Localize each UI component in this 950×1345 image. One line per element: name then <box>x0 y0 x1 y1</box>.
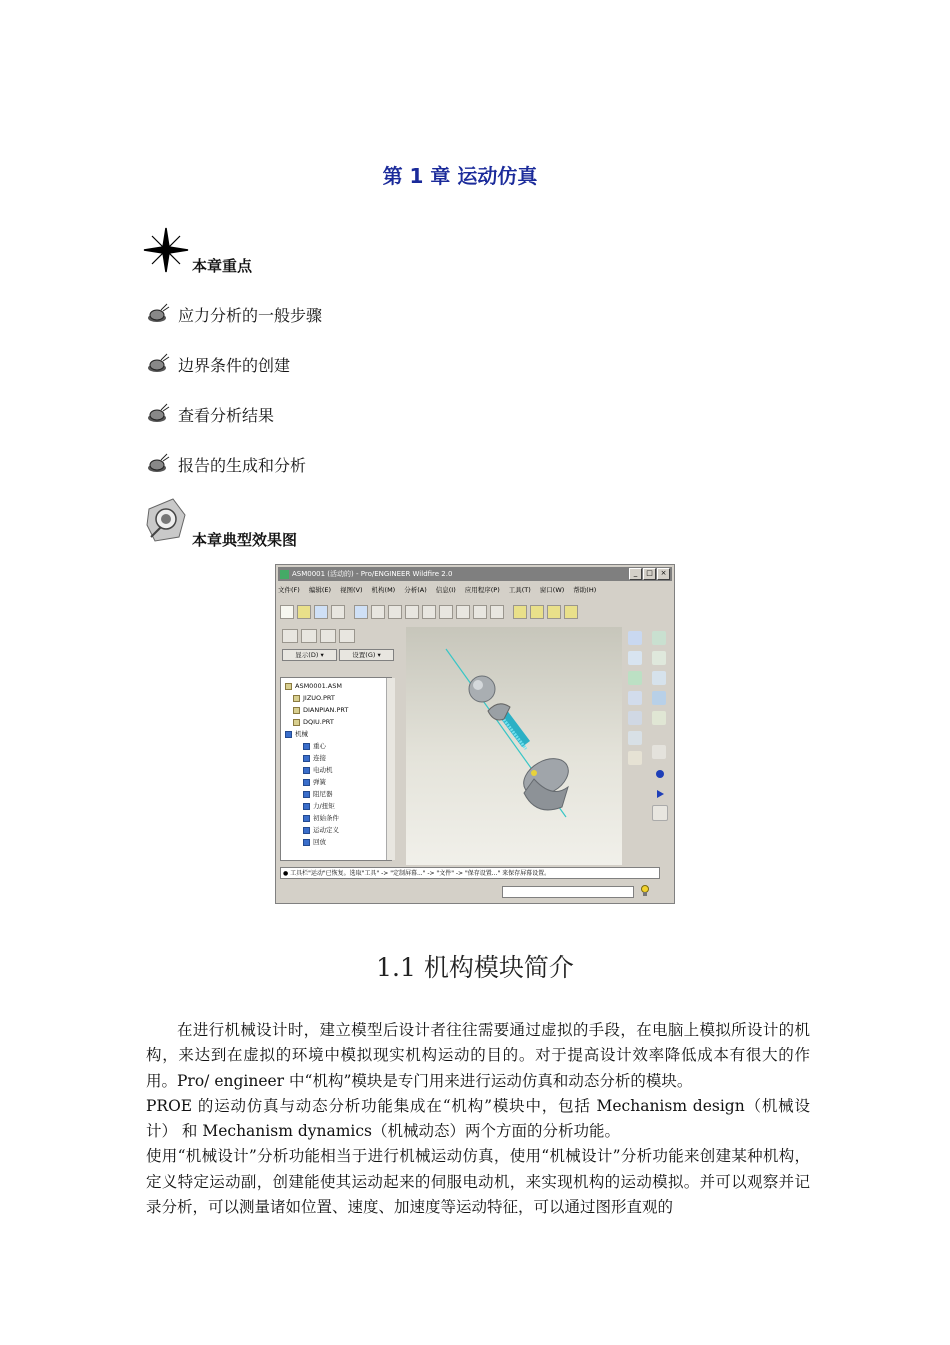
maximize-button[interactable]: □ <box>643 568 656 580</box>
menu-help[interactable]: 帮助(H) <box>573 585 597 594</box>
tree-item[interactable]: 机械 <box>285 728 308 740</box>
tree-item[interactable]: 连接 <box>303 752 326 764</box>
force-tool-icon[interactable] <box>628 711 642 725</box>
zoom-out-icon[interactable] <box>422 605 436 619</box>
drag-hand-icon[interactable] <box>652 745 666 759</box>
status-bar <box>280 883 672 899</box>
minimize-button[interactable]: _ <box>629 568 642 580</box>
initial-condition-tool-icon[interactable] <box>628 731 642 745</box>
tree-item[interactable]: 重心 <box>303 740 326 752</box>
gravity-tool-icon[interactable] <box>628 631 642 645</box>
focus-heading: 本章重点 <box>192 257 253 275</box>
orient-mode-icon[interactable] <box>388 605 402 619</box>
key-point-text: 应力分析的一般步骤 <box>178 305 323 325</box>
dish-bullet-icon <box>146 303 170 325</box>
damper-tool-icon[interactable] <box>628 691 642 705</box>
window-title: ASM0001 (活动的) - Pro/ENGINEER Wildfire 2.0 <box>292 570 453 578</box>
main-toolbar <box>280 603 670 621</box>
print-icon[interactable] <box>331 605 345 619</box>
menu-file[interactable]: 文件(F) <box>278 585 300 594</box>
key-point-item <box>146 302 322 326</box>
tree-item[interactable]: 力/扭矩 <box>303 800 335 812</box>
datum-axes-icon[interactable] <box>530 605 544 619</box>
key-point-text: 报告的生成和分析 <box>178 455 307 475</box>
repaint-icon[interactable] <box>354 605 368 619</box>
folder-tab-icon[interactable] <box>301 629 317 643</box>
chapter-title: 第 1 章 运动仿真 <box>382 164 538 188</box>
menu-applications[interactable]: 应用程序(P) <box>464 585 500 594</box>
compass-star-icon <box>142 226 190 274</box>
tree-item[interactable]: 电动机 <box>303 764 333 776</box>
body-text <box>146 1018 810 1220</box>
tree-item[interactable]: DQIU.PRT <box>293 716 334 728</box>
open-file-icon[interactable] <box>297 605 311 619</box>
damper-icon <box>303 791 310 798</box>
zoom-in-icon[interactable] <box>405 605 419 619</box>
tree-item[interactable]: ASM0001.ASM <box>285 680 342 692</box>
force-torque-icon <box>303 803 310 810</box>
part-icon <box>293 695 300 702</box>
model-tree <box>280 677 392 861</box>
datum-planes-icon[interactable] <box>513 605 527 619</box>
key-point-item <box>146 402 274 426</box>
menu-view[interactable]: 视图(V) <box>340 585 363 594</box>
effect-camera-icon <box>143 497 189 543</box>
connections-icon <box>303 755 310 762</box>
filter-combo[interactable] <box>502 886 634 898</box>
menu-edit[interactable]: 编辑(E) <box>308 585 331 594</box>
menu-window[interactable]: 窗口(W) <box>539 585 565 594</box>
cam-icon[interactable] <box>628 651 642 665</box>
menu-analysis[interactable]: 分析(A) <box>404 585 427 594</box>
joint-axis-icon[interactable] <box>652 631 666 645</box>
menu-mechanism[interactable]: 机构(M) <box>371 585 396 594</box>
tree-item[interactable]: JIZUO.PRT <box>293 692 335 704</box>
save-icon[interactable] <box>314 605 328 619</box>
settings-dropdown[interactable]: 设置(G) ▾ <box>339 649 394 661</box>
effect-heading: 本章典型效果图 <box>192 531 298 549</box>
menu-bar <box>278 583 672 595</box>
window-titlebar <box>278 567 672 581</box>
dish-bullet-icon <box>146 453 170 475</box>
message-area: ● 工具栏"运动"已恢复。选取"工具" -> "定制屏幕..." -> "文件" -> "保存设置..." 来保存屏幕设置。 <box>280 867 660 879</box>
assembly-icon <box>285 683 292 690</box>
tree-item[interactable]: 阻尼器 <box>303 788 333 800</box>
refit-icon[interactable] <box>439 605 453 619</box>
analysis-definition-icon <box>303 827 310 834</box>
key-point-text: 查看分析结果 <box>178 405 275 425</box>
favorites-tab-icon[interactable] <box>320 629 336 643</box>
3d-viewport[interactable] <box>406 627 622 865</box>
lightbulb-icon <box>640 885 650 897</box>
dish-bullet-icon <box>146 403 170 425</box>
menu-info[interactable]: 信息(I) <box>435 585 456 594</box>
proe-screenshot <box>275 564 675 904</box>
paragraph: 在进行机械设计时，建立模型后设计者往往需要通过虚拟的手段，在电脑上模拟所设计的机构，来达到在虚拟的环境中模拟现实机构运动的目的。对于提高设计效率降低成本有很大的作用。Pro/ engineer 中“机构”模块是专门用来进行运动仿真和动态分析的模块。 <box>146 1021 810 1090</box>
show-dropdown[interactable]: 显示(D) ▾ <box>282 649 337 661</box>
key-point-text: 边界条件的创建 <box>178 355 291 375</box>
key-point-item <box>146 452 306 476</box>
tree-item[interactable]: 弹簧 <box>303 776 326 788</box>
playback-icon <box>303 839 310 846</box>
mechanism-model <box>406 627 622 865</box>
tree-item[interactable]: DIANPIAN.PRT <box>293 704 348 716</box>
servo-motor-icon[interactable] <box>652 691 666 705</box>
tree-tab-icon[interactable] <box>282 629 298 643</box>
part-icon <box>293 707 300 714</box>
tree-dropdowns <box>282 649 396 661</box>
motor-tool-icon[interactable] <box>652 711 666 725</box>
section-title: 1.1 机构模块简介 <box>376 953 574 982</box>
spring-tool-icon[interactable] <box>628 671 642 685</box>
reorient-icon[interactable] <box>456 605 470 619</box>
datum-points-icon[interactable] <box>547 605 561 619</box>
close-button[interactable]: × <box>657 568 670 580</box>
new-file-icon[interactable] <box>280 605 294 619</box>
slot-icon[interactable] <box>652 651 666 665</box>
tree-item[interactable]: 运动定义 <box>303 824 339 836</box>
layers-icon[interactable] <box>490 605 504 619</box>
gear-tool-icon[interactable] <box>652 671 666 685</box>
spring-icon <box>303 779 310 786</box>
key-point-item <box>146 352 290 376</box>
spin-center-icon[interactable] <box>371 605 385 619</box>
part-icon <box>293 719 300 726</box>
dish-bullet-icon <box>146 353 170 375</box>
paragraph: PROE 的运动仿真与动态分析功能集成在“机构”模块中，包括 Mechanism design（机械设计） 和 Mechanism dynamics（机械动态）两个方面的分析功能。 <box>146 1096 810 1141</box>
measure-graph-icon[interactable] <box>652 805 668 821</box>
initial-conditions-icon <box>303 815 310 822</box>
playback-tool-icon[interactable] <box>655 789 665 799</box>
tree-scrollbar[interactable] <box>386 678 395 860</box>
menu-tools[interactable]: 工具(T) <box>508 585 531 594</box>
model-tree-panel <box>280 625 398 865</box>
app-icon <box>280 570 289 579</box>
connections-tab-icon[interactable] <box>339 629 355 643</box>
mechanism-icon <box>285 731 292 738</box>
saved-views-icon[interactable] <box>473 605 487 619</box>
mechanism-toolbar <box>624 627 672 867</box>
tree-tabs <box>282 629 358 643</box>
coordinate-systems-icon[interactable] <box>564 605 578 619</box>
tree-item[interactable]: 初始条件 <box>303 812 339 824</box>
gravity-icon <box>303 743 310 750</box>
mass-properties-icon[interactable] <box>628 751 642 765</box>
motor-icon <box>303 767 310 774</box>
tree-item[interactable]: 回放 <box>303 836 326 848</box>
paragraph: 使用“机械设计”分析功能相当于进行机械运动仿真，使用“机械设计”分析功能来创建某种机构，定义特定运动副，创建能使其运动起来的伺服电动机，来实现机构的运动模拟。并可以观察并记录分析，可以测量诸如位置、速度、加速度等运动特征，可以通过图形直观的 <box>146 1147 810 1217</box>
run-analysis-icon[interactable] <box>655 769 665 779</box>
